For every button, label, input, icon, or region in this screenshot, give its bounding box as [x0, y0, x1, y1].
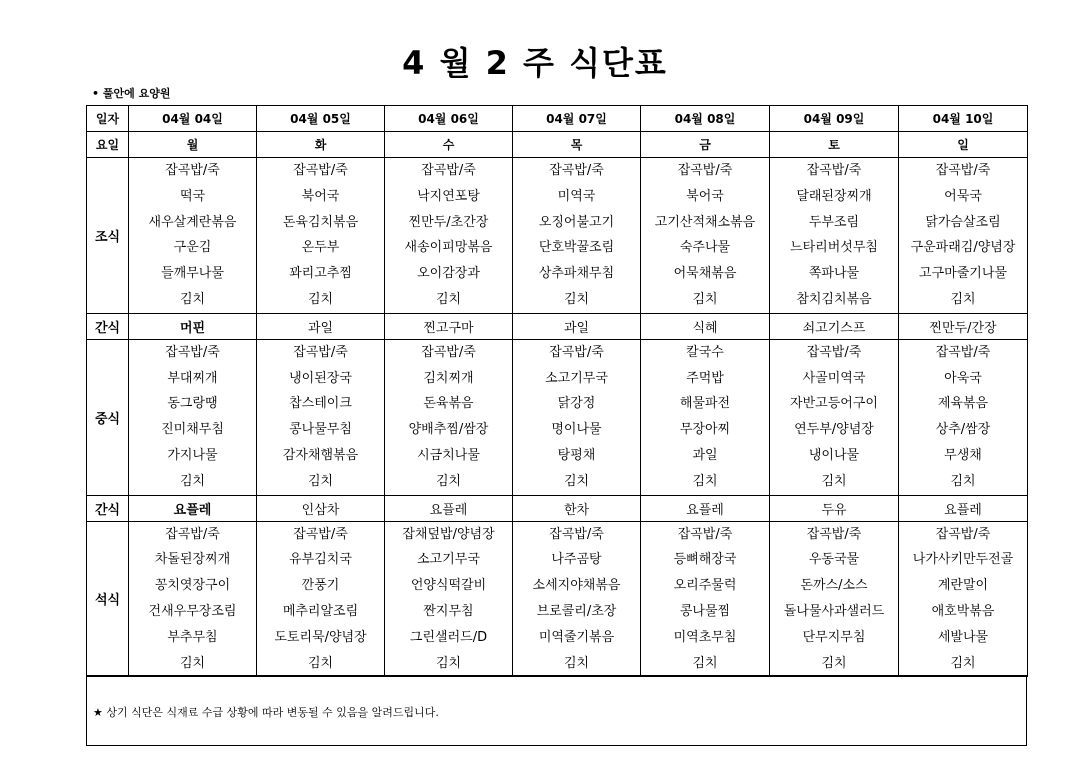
- menu-item: 등뼈해장국: [673, 552, 737, 568]
- date-cell: 04월 04일: [129, 106, 257, 132]
- menu-item: 상추파채무침: [538, 266, 615, 282]
- snack-item: 한차: [513, 495, 641, 521]
- menu-item: 김치: [179, 291, 206, 307]
- menu-item: 자반고등어구이: [790, 396, 878, 412]
- menu-item: 김치: [307, 291, 334, 307]
- menu-item: 김치: [821, 473, 847, 489]
- menu-item: 단무지무침: [802, 629, 866, 645]
- menu-item: 김치: [307, 473, 334, 489]
- menu-item: 떡국: [179, 188, 206, 204]
- menu-item: 상추/쌈장: [935, 422, 991, 438]
- menu-item: 들깨무나물: [161, 266, 224, 282]
- menu-item: 어묵국: [944, 188, 982, 204]
- dinner-menu-cell: [129, 521, 257, 677]
- menu-item: 무생채: [944, 447, 982, 463]
- snack-item: 찐고구마: [385, 313, 513, 339]
- dinner-menu-cell: [899, 521, 1028, 677]
- menu-item: 참치김치볶음: [796, 291, 872, 307]
- snack-item: 식혜: [641, 313, 770, 339]
- snack-item: 쇠고기스프: [770, 313, 899, 339]
- lunch-menu-cell: [385, 339, 513, 495]
- menu-item: 구운파래김/양념장: [910, 240, 1016, 256]
- menu-item: 탕평채: [557, 447, 596, 463]
- breakfast-menu-cell: [513, 158, 641, 314]
- breakfast-menu-cell: [257, 158, 385, 314]
- menu-item: 김치: [563, 291, 590, 307]
- menu-item: 잡곡밥/죽: [165, 526, 220, 542]
- date-label: 일자: [87, 106, 129, 132]
- lunch-menu-cell: [641, 339, 770, 495]
- menu-item: 우동국물: [808, 552, 860, 568]
- menu-item: 찹스테이크: [289, 396, 352, 412]
- menu-item: 잡곡밥/죽: [806, 344, 862, 360]
- dinner-menu-cell: [770, 521, 899, 677]
- menu-item: 김치찌개: [423, 370, 474, 386]
- menu-item: 김치: [950, 473, 976, 489]
- menu-item: 김치: [692, 655, 718, 671]
- menu-item: 오이감장과: [417, 266, 480, 282]
- menu-item: 김치: [435, 473, 462, 489]
- breakfast-label: 조식: [87, 158, 129, 314]
- menu-item: 사골미역국: [802, 370, 866, 386]
- page-title: 4 월 2 주 식단표: [402, 44, 668, 82]
- menu-item: 진미채무침: [161, 422, 224, 438]
- lunch-menu-cell: [899, 339, 1028, 495]
- menu-item: 김치: [179, 473, 206, 489]
- date-cell: 04월 06일: [385, 106, 513, 132]
- breakfast-row: [87, 158, 1028, 314]
- menu-item: 미역국: [557, 188, 596, 204]
- menu-item: 꽁치엿장구이: [154, 578, 231, 594]
- menu-item: 냉이나물: [808, 447, 860, 463]
- breakfast-menu-cell: [385, 158, 513, 314]
- snack-label: 간식: [87, 495, 129, 521]
- menu-item: 미역줄기볶음: [538, 629, 615, 645]
- menu-item: 잡곡밥/죽: [677, 526, 733, 542]
- weekday-cell: 수: [385, 132, 513, 158]
- menu-item: 돈육볶음: [423, 396, 474, 412]
- menu-item: 연두부/양념장: [794, 422, 874, 438]
- menu-item: 북어국: [686, 188, 724, 204]
- dinner-menu-cell: [513, 521, 641, 677]
- snack-item: 요플레: [129, 495, 257, 521]
- menu-item: 잡채덮밥/양념장: [402, 526, 495, 542]
- date-row: [87, 106, 1028, 132]
- menu-item: 오리주물럭: [673, 578, 737, 594]
- menu-item: 미역초무침: [673, 629, 737, 645]
- menu-item: 찐만두/초간장: [408, 214, 489, 230]
- menu-item: 짠지무침: [423, 603, 474, 619]
- menu-item: 닭강정: [557, 396, 596, 412]
- menu-item: 명이나물: [551, 422, 602, 438]
- footer-note: ★ 상기 식단은 식재료 수급 상황에 따라 변동될 수 있음을 알려드립니다.: [93, 706, 439, 719]
- menu-item: 감자채햄볶음: [282, 447, 359, 463]
- menu-item: 제육볶음: [937, 396, 989, 412]
- menu-item: 김치: [692, 291, 718, 307]
- menu-item: 김치: [950, 291, 976, 307]
- weekday-cell: 목: [513, 132, 641, 158]
- menu-item: 잡곡밥/죽: [806, 526, 862, 542]
- menu-item: 어묵채볶음: [673, 266, 737, 282]
- lunch-menu-cell: [257, 339, 385, 495]
- weekday-label: 요일: [87, 132, 129, 158]
- date-cell: 04월 10일: [899, 106, 1028, 132]
- menu-item: 그린샐러드/D: [409, 629, 488, 645]
- meal-plan-table: [86, 105, 1028, 677]
- dinner-label: 석식: [87, 521, 129, 677]
- menu-item: 잡곡밥/죽: [935, 163, 991, 178]
- menu-item: 잡곡밥/죽: [549, 163, 604, 178]
- dinner-row: [87, 521, 1028, 677]
- menu-item: 주먹밥: [686, 370, 724, 386]
- dinner-menu-cell: [257, 521, 385, 677]
- menu-item: 콩나물무침: [289, 422, 352, 438]
- menu-item: 소고기무국: [417, 552, 480, 568]
- breakfast-menu-cell: [129, 158, 257, 314]
- menu-item: 건새우무장조림: [148, 603, 237, 619]
- menu-item: 느타리버섯무침: [790, 240, 878, 256]
- menu-item: 잡곡밥/죽: [293, 163, 348, 178]
- menu-item: 가지나물: [167, 447, 218, 463]
- menu-item: 메추리알조림: [282, 603, 359, 619]
- snack-item: 과일: [513, 313, 641, 339]
- menu-item: 동그랑땡: [167, 396, 218, 412]
- date-cell: 04월 05일: [257, 106, 385, 132]
- menu-item: 부대찌개: [167, 370, 218, 386]
- lunch-menu-cell: [513, 339, 641, 495]
- menu-item: 김치: [950, 655, 976, 671]
- dinner-menu-cell: [385, 521, 513, 677]
- menu-item: 과일: [692, 447, 718, 463]
- menu-item: 콩나물찜: [679, 603, 731, 619]
- weekday-cell: 월: [129, 132, 257, 158]
- date-cell: 04월 08일: [641, 106, 770, 132]
- snack-item: 머핀: [129, 313, 257, 339]
- menu-item: 고기산적채소볶음: [654, 214, 756, 230]
- menu-item: 양배추찜/쌈장: [408, 422, 489, 438]
- menu-item: 잡곡밥/죽: [549, 526, 604, 542]
- menu-item: 잡곡밥/죽: [677, 163, 733, 178]
- menu-item: 냉이된장국: [289, 370, 352, 386]
- menu-item: 소세지야채볶음: [532, 578, 621, 594]
- weekday-cell: 일: [899, 132, 1028, 158]
- menu-item: 김치: [435, 291, 462, 307]
- snack-label: 간식: [87, 313, 129, 339]
- menu-item: 돈육김치볶음: [282, 214, 359, 230]
- snack-item: 요플레: [641, 495, 770, 521]
- snack-item: 인삼차: [257, 495, 385, 521]
- menu-item: 차돌된장찌개: [154, 552, 231, 568]
- menu-item: 돌나물사과샐러드: [783, 603, 885, 619]
- menu-item: 돈까스/소스: [800, 578, 868, 594]
- snack-item: 찐만두/간장: [899, 313, 1028, 339]
- menu-item: 단호박꿀조림: [538, 240, 615, 256]
- weekday-row: [87, 132, 1028, 158]
- menu-item: 김치: [435, 655, 462, 671]
- menu-item: 잡곡밥/죽: [165, 344, 220, 360]
- menu-item: 두부조림: [808, 214, 860, 230]
- menu-item: 김치: [563, 655, 590, 671]
- menu-item: 낙지연포탕: [417, 188, 480, 204]
- menu-item: 잡곡밥/죽: [293, 526, 348, 542]
- menu-item: 김치: [307, 655, 334, 671]
- date-cell: 04월 09일: [770, 106, 899, 132]
- morning-snack-row: [87, 313, 1028, 339]
- lunch-row: [87, 339, 1028, 495]
- menu-item: 브로콜리/초장: [536, 603, 617, 619]
- menu-item: 새송이피망볶음: [404, 240, 493, 256]
- menu-item: 구운김: [173, 240, 212, 256]
- weekday-cell: 금: [641, 132, 770, 158]
- weekday-cell: 토: [770, 132, 899, 158]
- lunch-menu-cell: [770, 339, 899, 495]
- menu-item: 잡곡밥/죽: [935, 526, 991, 542]
- menu-item: 북어국: [301, 188, 340, 204]
- facility-name: • 풀안에 요양원: [92, 87, 171, 100]
- menu-item: 김치: [821, 655, 847, 671]
- menu-item: 김치: [692, 473, 718, 489]
- breakfast-menu-cell: [770, 158, 899, 314]
- date-cell: 04월 07일: [513, 106, 641, 132]
- menu-item: 해물파전: [679, 396, 731, 412]
- menu-item: 김치: [563, 473, 590, 489]
- lunch-label: 중식: [87, 339, 129, 495]
- menu-item: 잡곡밥/죽: [421, 163, 476, 178]
- menu-item: 잡곡밥/죽: [165, 163, 220, 178]
- menu-item: 숙주나물: [679, 240, 731, 256]
- menu-item: 시금치나물: [417, 447, 480, 463]
- menu-item: 칼국수: [686, 344, 724, 360]
- menu-item: 잡곡밥/죽: [935, 344, 991, 360]
- menu-item: 유부김치국: [289, 552, 352, 568]
- menu-item: 달래된장찌개: [796, 188, 872, 204]
- menu-item: 오징어불고기: [538, 214, 615, 230]
- menu-item: 잡곡밥/죽: [421, 344, 476, 360]
- menu-item: 온두부: [301, 240, 340, 256]
- footer-note-box: [86, 675, 1027, 746]
- weekday-cell: 화: [257, 132, 385, 158]
- menu-item: 쪽파나물: [808, 266, 860, 282]
- snack-item: 요플레: [385, 495, 513, 521]
- menu-item: 소고기무국: [545, 370, 608, 386]
- breakfast-menu-cell: [641, 158, 770, 314]
- menu-item: 깐풍기: [301, 578, 340, 594]
- menu-item: 고구마줄기나물: [919, 266, 1007, 282]
- menu-item: 잡곡밥/죽: [293, 344, 348, 360]
- snack-item: 요플레: [899, 495, 1028, 521]
- menu-item: 무장아찌: [679, 422, 731, 438]
- menu-item: 새우살계란볶음: [148, 214, 237, 230]
- menu-item: 부추무침: [167, 629, 218, 645]
- menu-item: 계란말이: [937, 578, 989, 594]
- lunch-menu-cell: [129, 339, 257, 495]
- dinner-menu-cell: [641, 521, 770, 677]
- menu-item: 애호박볶음: [931, 603, 995, 619]
- menu-item: 나가사키만두전골: [912, 552, 1014, 568]
- breakfast-menu-cell: [899, 158, 1028, 314]
- snack-item: 두유: [770, 495, 899, 521]
- menu-item: 세발나물: [937, 629, 989, 645]
- snack-item: 과일: [257, 313, 385, 339]
- menu-item: 닭가슴살조림: [925, 214, 1001, 230]
- menu-item: 도토리묵/양념장: [274, 629, 367, 645]
- afternoon-snack-row: [87, 495, 1028, 521]
- menu-item: 김치: [179, 655, 206, 671]
- menu-item: 언양식떡갈비: [410, 578, 487, 594]
- menu-item: 잡곡밥/죽: [806, 163, 862, 178]
- menu-item: 나주곰탕: [551, 552, 602, 568]
- menu-item: 꽈리고추찜: [289, 266, 352, 282]
- menu-item: 잡곡밥/죽: [549, 344, 604, 360]
- menu-item: 아욱국: [944, 370, 982, 386]
